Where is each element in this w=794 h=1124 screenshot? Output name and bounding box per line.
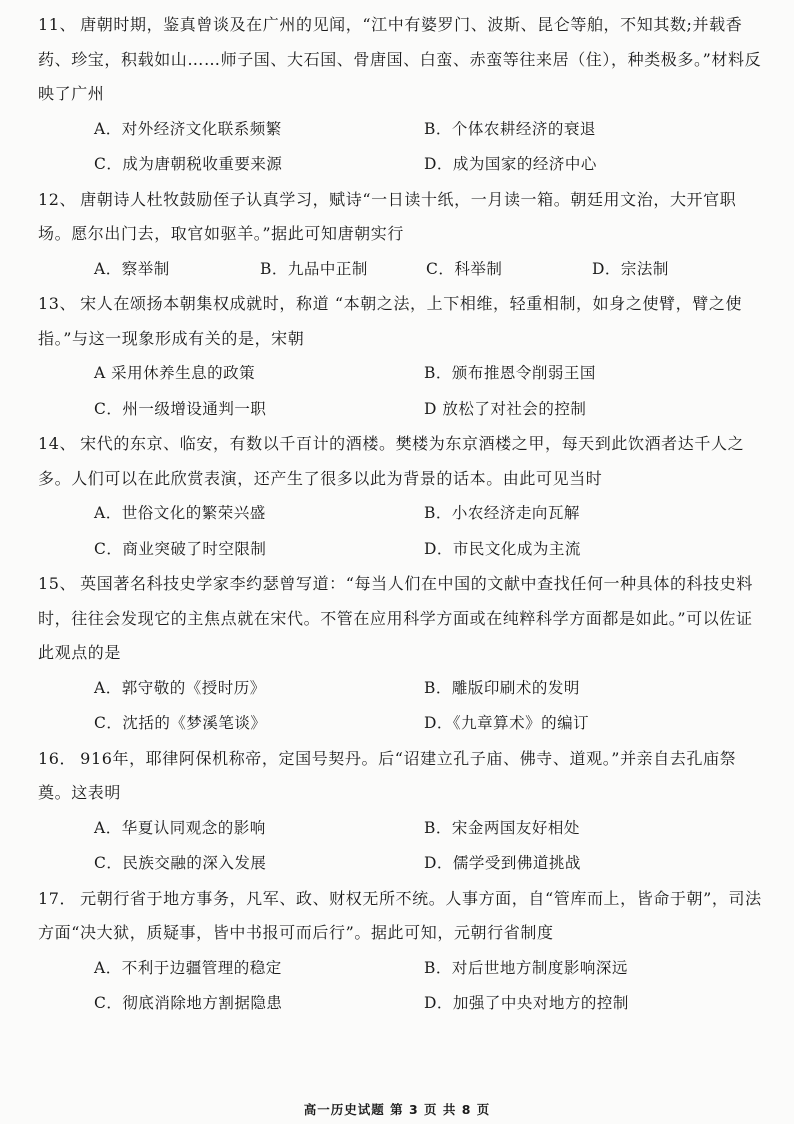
- question-16: [38, 742, 766, 882]
- option-c: C．成为唐朝税收重要来源: [94, 155, 283, 173]
- option-c: C．科举制: [426, 259, 503, 278]
- option-b: B．九品中正制: [260, 259, 368, 278]
- question-list: [38, 8, 766, 1022]
- option-list: [38, 356, 766, 427]
- option-a: A．华夏认同观念的影响: [94, 818, 266, 837]
- option-a: A．对外经济文化联系频繁: [94, 119, 282, 138]
- question-stem: [38, 742, 766, 811]
- question-number: 15、: [38, 574, 77, 593]
- question-14: [38, 427, 766, 567]
- question-stem: [38, 287, 766, 356]
- question-number: 16．: [38, 748, 77, 768]
- question-text: 元朝行省于地方事务，凡军、政、财权无所不统。人事方面，自“管库而上，皆命于朝”，司法方面“决大狱，质疑事，皆中书报可而后行”。据此可知，元朝行省制度: [38, 888, 762, 942]
- option-b: B．对后世地方制度影响深远: [424, 958, 628, 977]
- question-text: 唐朝时期，鉴真曾谈及在广州的见闻，“江中有婆罗门、波斯、昆仑等舶，不知其数;并载香药、珍宝，积载如山……师子国、大石国、骨唐国、白蛮、赤蛮等往来居（住），种类极多。”材料反映了广州: [38, 15, 762, 103]
- option-d: D．儒学受到佛道挑战: [424, 854, 581, 872]
- option-a: A 采用休养生息的政策: [94, 364, 256, 382]
- option-b: B．个体农耕经济的衰退: [424, 119, 596, 138]
- option-d: D．加强了中央对地方的控制: [424, 994, 629, 1012]
- question-number: 13、: [38, 294, 77, 313]
- question-text: 唐朝诗人杜牧鼓励侄子认真学习，赋诗“一日读十纸，一月读一箱。朝廷用文治，大开官职场。愿尔出门去，取官如驱羊。”据此可知唐朝实行: [38, 189, 737, 243]
- option-a: A．察举制: [94, 259, 170, 278]
- page-footer: 高一历史试题 第 3 页 共 8 页: [303, 1102, 491, 1117]
- question-text: 英国著名科技史学家李约瑟曾写道：“每当人们在中国的文献中查找任何一种具体的科技史料时，往往会发现它的主焦点就在宋代。不管在应用科学方面或在纯粹科学方面都是如此。”可以佐证此观点的是: [38, 574, 753, 662]
- option-d: D．《九章算术》的编订: [424, 714, 590, 732]
- option-c: C．彻底消除地方割据隐患: [94, 994, 283, 1012]
- question-stem: [38, 8, 766, 112]
- question-number: 12、: [38, 189, 77, 209]
- question-11: [38, 8, 766, 183]
- option-b: B．雕版印刷术的发明: [424, 678, 580, 697]
- question-number: 17．: [38, 888, 77, 908]
- option-c: C．商业突破了时空限制: [94, 539, 267, 558]
- option-b: B．小农经济走向瓦解: [424, 504, 580, 522]
- question-stem: [38, 427, 766, 496]
- question-number: 14、: [38, 434, 77, 453]
- question-text: 宋代的东京、临安，有数以千百计的酒楼。樊楼为东京酒楼之甲，每天到此饮酒者达千人之多。人们可以在此欣赏表演，还产生了很多以此为背景的话本。由此可见当时: [38, 434, 745, 488]
- option-list: [38, 671, 766, 742]
- question-13: [38, 287, 766, 427]
- option-d: D．宗法制: [592, 259, 669, 278]
- question-number: 11、: [38, 15, 77, 34]
- option-a: A．郭守敬的《授时历》: [94, 678, 266, 697]
- option-list: [38, 252, 766, 288]
- option-list: [38, 951, 766, 1022]
- option-b: B．颁布推恩令削弱王国: [424, 364, 596, 382]
- question-17: [38, 882, 766, 1022]
- option-b: B．宋金两国友好相处: [424, 818, 580, 837]
- option-a: A．世俗文化的繁荣兴盛: [94, 504, 266, 522]
- question-text: 宋人在颂扬本朝集权成就时，称道 “本朝之法，上下相维，轻重相制，如身之使臂，臂之使指。”与这一现象形成有关的是，宋朝: [38, 294, 743, 348]
- option-a: A．不利于边疆管理的稳定: [94, 958, 282, 977]
- option-list: [38, 811, 766, 882]
- option-c: C．沈括的《梦溪笔谈》: [94, 714, 267, 732]
- option-c: C．民族交融的深入发展: [94, 854, 267, 872]
- option-d: D 放松了对社会的控制: [424, 399, 587, 418]
- question-stem: [38, 183, 766, 252]
- option-list: [38, 496, 766, 567]
- question-stem: [38, 567, 766, 671]
- option-d: D．成为国家的经济中心: [424, 155, 597, 173]
- question-stem: [38, 882, 766, 951]
- question-12: [38, 183, 766, 288]
- question-text: 916年，耶律阿保机称帝，定国号契丹。后“诏建立孔子庙、佛寺、道观。”并亲自去孔庙祭奠。这表明: [38, 748, 737, 802]
- question-15: [38, 567, 766, 742]
- option-d: D．市民文化成为主流: [424, 539, 581, 558]
- option-c: C．州一级增设通判一职: [94, 399, 267, 418]
- option-list: [38, 112, 766, 183]
